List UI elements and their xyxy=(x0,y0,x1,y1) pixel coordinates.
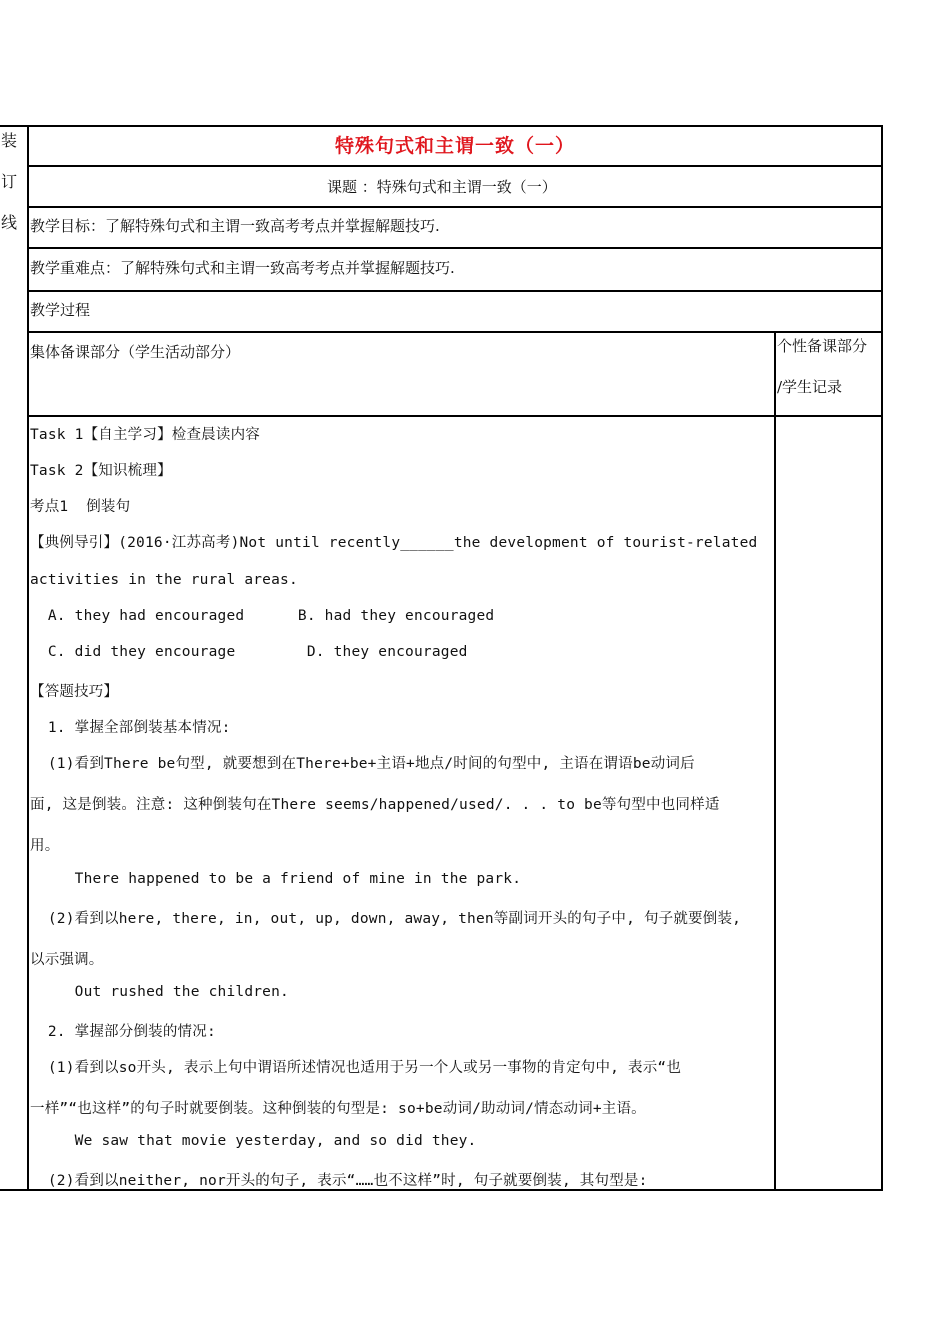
prep-header-row xyxy=(29,333,881,417)
key-points-row xyxy=(29,249,881,292)
objective-row xyxy=(29,208,881,249)
teaching-key-points: 教学重难点：了解特殊句式和主谓一致高考考点并掌握解题技巧. xyxy=(30,259,455,277)
content-line: 2. 掌握部分倒装的情况: xyxy=(30,1024,216,1040)
content-line: 【典例导引】(2016·江苏高考)Not until recently______the development of tourist-related xyxy=(30,535,758,551)
title-row xyxy=(29,127,881,167)
group-prep-label: 集体备课部分（学生活动部分） xyxy=(30,343,241,361)
content-line: (1)看到以so开头, 表示上句中谓语所述情况也适用于另一个人或另一事物的肯定句中, 表示“也 xyxy=(30,1060,682,1076)
content-line: 以示强调。 xyxy=(30,952,104,968)
content-line: A. they had encouraged B. had they encouraged xyxy=(30,608,495,624)
content-line: C. did they encourage D. they encouraged xyxy=(30,644,468,660)
content-line: (1)看到There be句型, 就要想到在There+be+主语+地点/时间的句型中, 主语在谓语be动词后 xyxy=(30,756,695,772)
page-title: 特殊句式和主谓一致（一） xyxy=(334,135,575,157)
content-line: 考点1 倒装句 xyxy=(30,499,131,515)
teaching-process-label: 教学过程 xyxy=(30,301,91,319)
topic-row xyxy=(29,167,881,208)
content-line: There happened to be a friend of mine in the park. xyxy=(30,871,522,887)
process-row xyxy=(29,292,881,333)
content-line: 面, 这是倒装。注意: 这种倒装句在There seems/happened/used/. . . to be等句型中也同样适 xyxy=(30,797,720,813)
content-line: Task 1【自主学习】检查晨读内容 xyxy=(30,427,260,443)
content-line: activities in the rural areas. xyxy=(30,572,298,588)
binding-char-1: 装 xyxy=(1,131,18,150)
content-line: 【答题技巧】 xyxy=(30,684,119,700)
lesson-plan-table xyxy=(27,125,883,1191)
content-line: Task 2【知识梳理】 xyxy=(30,463,172,479)
personal-prep-label: 个性备课部分 xyxy=(777,337,868,355)
content-line: 1. 掌握全部倒装基本情况: xyxy=(30,720,231,736)
content-line: 一样”“也这样”的句子时就要倒装。这种倒装的句型是: so+be动词/助动词/情态动词+主语。 xyxy=(30,1101,646,1117)
teaching-objective: 教学目标：了解特殊句式和主谓一致高考考点并掌握解题技巧. xyxy=(30,217,440,235)
lesson-topic: 课题 ：特殊句式和主谓一致（一） xyxy=(327,178,557,196)
content-line: Out rushed the children. xyxy=(30,984,289,1000)
column-divider xyxy=(774,333,776,1189)
student-record-label: /学生记录 xyxy=(777,378,843,396)
binding-char-3: 线 xyxy=(1,213,18,232)
content-line: We saw that movie yesterday, and so did they. xyxy=(30,1133,477,1149)
binding-char-2: 订 xyxy=(1,172,18,191)
binding-margin xyxy=(0,125,27,1191)
content-line: (2)看到以neither, nor开头的句子, 表示“……也不这样”时, 句子就要倒装, 其句型是: xyxy=(30,1173,648,1189)
content-line: 用。 xyxy=(30,838,60,854)
content-line: (2)看到以here, there, in, out, up, down, away, then等副词开头的句子中, 句子就要倒装, xyxy=(30,911,742,927)
